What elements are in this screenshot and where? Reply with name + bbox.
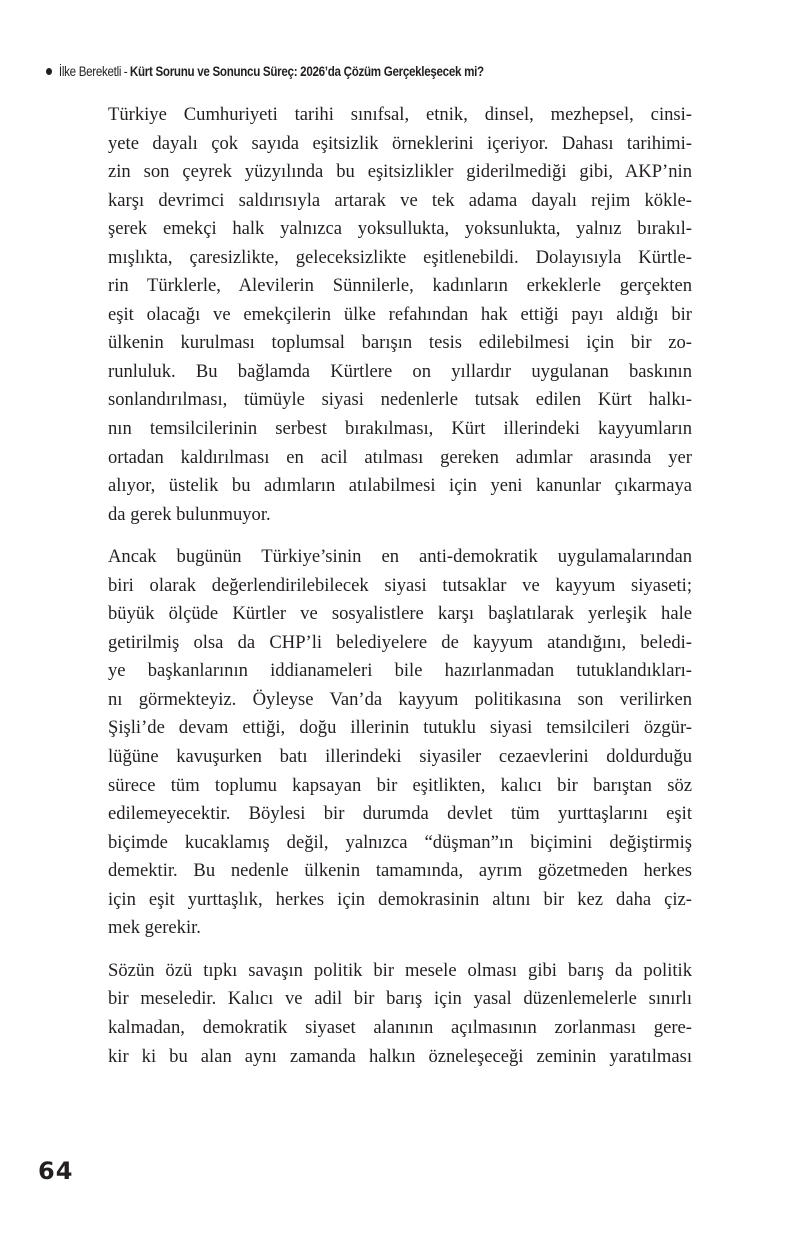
- text-line: nın temsilcilerinin serbest bırakılması, Kürt illerindeki kayyumların: [108, 418, 692, 440]
- running-header: [46, 63, 665, 81]
- paragraph: [108, 957, 692, 1071]
- text-line: eşit olacağı ve emekçilerin ülke refahından hak ettiği payı aldığı bir: [108, 303, 692, 325]
- text-line: Ancak bugünün Türkiye’sinin en anti-demokratik uygulamalarından: [108, 546, 692, 568]
- body-text: [108, 101, 692, 1085]
- text-line: yete dayalı çok sayıda eşitsizlik örneklerini içeriyor. Dahası tarihimi-: [108, 132, 692, 154]
- text-line: getirilmiş olsa da CHP’li belediyelere de kayyum atandığını, beledi-: [108, 631, 692, 653]
- text-line: sürece tüm toplumu kapsayan bir eşitlikten, kalıcı bir barıştan söz: [108, 774, 692, 796]
- text-line: Türkiye Cumhuriyeti tarihi sınıfsal, etnik, dinsel, mezhepsel, cinsi-: [108, 104, 692, 125]
- text-line: mek gerekir.: [108, 917, 201, 939]
- text-line: lüğüne kavuşurken batı illerindeki siyasiler cezaevlerini doldurduğu: [108, 746, 692, 768]
- text-line: da gerek bulunmuyor.: [108, 503, 271, 525]
- text-line: alıyor, üstelik bu adımların atılabilmesi için yeni kanunlar çıkarmaya: [108, 475, 692, 497]
- text-line: runluluk. Bu bağlamda Kürtlere on yıllardır uygulanan baskının: [108, 360, 692, 382]
- text-line: demektir. Bu nedenle ülkenin tamamında, ayrım gözetmeden herkes: [108, 860, 692, 882]
- header-author: İlke Bereketli: [58, 64, 122, 79]
- text-line: edilemeyecektir. Böylesi bir durumda devlet tüm yurttaşlarını eşit: [108, 803, 692, 825]
- text-line: ortadan kaldırılması en acil atılması gereken adımlar arasında yer: [108, 446, 692, 468]
- text-line: şerek emekçi halk yalnızca yoksullukta, yoksunlukta, yalnız bırakıl-: [108, 218, 692, 240]
- text-line: büyük ölçüde Kürtler ve sosyalistlere karşı başlatılarak yerleşik hale: [108, 603, 692, 625]
- text-line: ülkenin kurulması toplumsal barışın tesis edilebilmesi için bir zo-: [108, 332, 692, 354]
- text-line: kalmadan, demokratik siyaset alanının açılmasının zorlanması gere-: [108, 1016, 692, 1038]
- bullet-icon: [46, 68, 52, 75]
- text-line: biri olarak değerlendirilebilecek siyasi tutsaklar ve kayyum siyaseti;: [108, 574, 692, 596]
- text-line: bir meseledir. Kalıcı ve adil bir barış için yasal düzenlemelerle sınırlı: [108, 988, 692, 1010]
- text-line: mışlıkta, çaresizlikte, geleceksizlikte eşitlenebildi. Dolayısıyla Kürtle-: [108, 246, 692, 268]
- paragraph: [108, 101, 692, 529]
- text-line: için eşit yurttaşlık, herkes için demokrasinin altını bir kez daha çiz-: [108, 888, 692, 910]
- header-separator: -: [123, 64, 128, 79]
- text-line: sonlandırılması, tümüyle siyasi nedenlerle tutsak edilen Kürt halkı-: [108, 389, 692, 411]
- header-book-title: Kürt Sorunu ve Sonuncu Süreç: 2026’da Çözüm Gerçekleşecek mi?: [129, 64, 484, 79]
- text-line: Şişli’de devam ettiği, doğu illerinin tutuklu siyasi temsilcileri özgür-: [108, 717, 692, 739]
- text-line: kir ki bu alan aynı zamanda halkın özneleşeceği zeminin yaratılması: [108, 1045, 692, 1067]
- text-line: Sözün özü tıpkı savaşın politik bir mesele olması gibi barış da politik: [108, 959, 692, 981]
- text-line: ye başkanlarının iddianameleri bile hazırlanmadan tutuklandıkları-: [108, 660, 692, 682]
- text-line: biçimde kucaklamış değil, yalnızca “düşman”ın biçimini değiştirmiş: [108, 831, 692, 853]
- text-line: nı görmekteyiz. Öyleyse Van’da kayyum politikasına son verilirken: [108, 688, 692, 710]
- paragraph: [108, 543, 692, 943]
- text-line: karşı devrimci saldırısıyla artarak ve tek adama dayalı rejim kökle-: [108, 189, 692, 211]
- page-number: 64: [38, 1157, 74, 1185]
- text-line: rin Türklerle, Alevilerin Sünnilerle, kadınların erkeklerle gerçekten: [108, 275, 692, 297]
- text-line: zin son çeyrek yüzyılında bu eşitsizlikler giderilmediği gibi, AKP’nin: [108, 161, 692, 183]
